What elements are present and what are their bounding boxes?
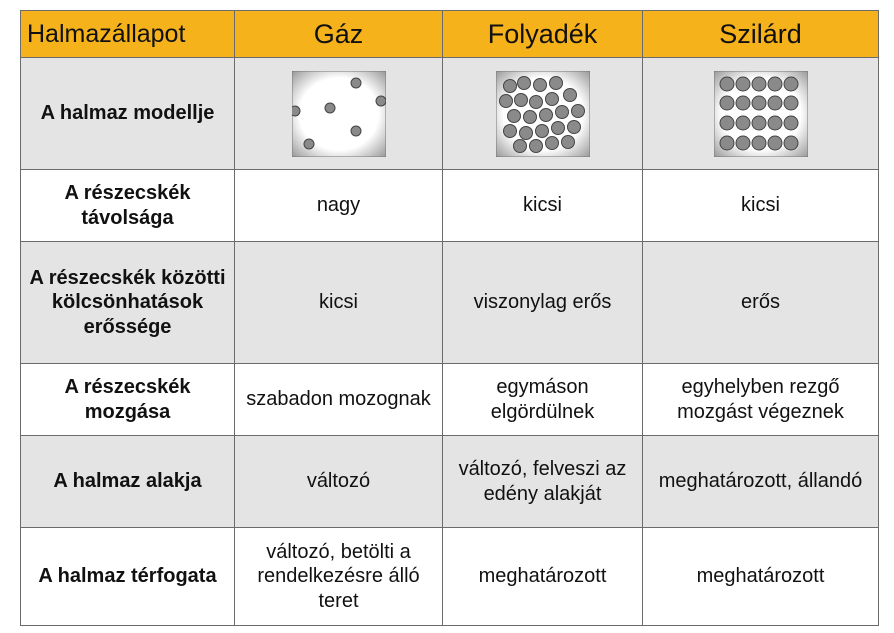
row-label: A halmaz térfogata [21, 528, 235, 626]
header-cell: Szilárd [643, 11, 879, 58]
cell-value: kicsi [643, 170, 879, 242]
cell-value: erős [643, 242, 879, 364]
cell-value: meghatározott [643, 528, 879, 626]
liquid-model-icon [496, 71, 590, 157]
model-cell [443, 58, 643, 170]
row-label: A halmaz modellje [21, 58, 235, 170]
model-cell [235, 58, 443, 170]
cell-value: szabadon mozognak [235, 364, 443, 436]
cell-value: változó, betölti a rendelkezésre álló teret [235, 528, 443, 626]
solid-model-icon [714, 71, 808, 157]
table-row [21, 436, 879, 528]
model-cell [643, 58, 879, 170]
cell-value: egyhelyben rezgő mozgást végeznek [643, 364, 879, 436]
gas-model-icon [292, 71, 386, 157]
table-row [21, 58, 879, 170]
cell-value: változó, felveszi az edény alakját [443, 436, 643, 528]
table-row [21, 170, 879, 242]
row-label: A halmaz alakja [21, 436, 235, 528]
row-label: A részecskék mozgása [21, 364, 235, 436]
cell-value: nagy [235, 170, 443, 242]
cell-value: meghatározott, állandó [643, 436, 879, 528]
cell-value: meghatározott [443, 528, 643, 626]
header-cell: Halmazállapot [21, 11, 235, 58]
cell-value: kicsi [443, 170, 643, 242]
header-row [21, 11, 879, 58]
table-row [21, 242, 879, 364]
row-label: A részecskék távolsága [21, 170, 235, 242]
table-row [21, 528, 879, 626]
cell-value: viszonylag erős [443, 242, 643, 364]
cell-value: egymáson elgördülnek [443, 364, 643, 436]
table-row [21, 364, 879, 436]
cell-value: változó [235, 436, 443, 528]
cell-value: kicsi [235, 242, 443, 364]
states-of-matter-table [20, 10, 879, 626]
row-label: A részecskék közötti kölcsönhatások erőssége [21, 242, 235, 364]
header-cell: Gáz [235, 11, 443, 58]
header-cell: Folyadék [443, 11, 643, 58]
